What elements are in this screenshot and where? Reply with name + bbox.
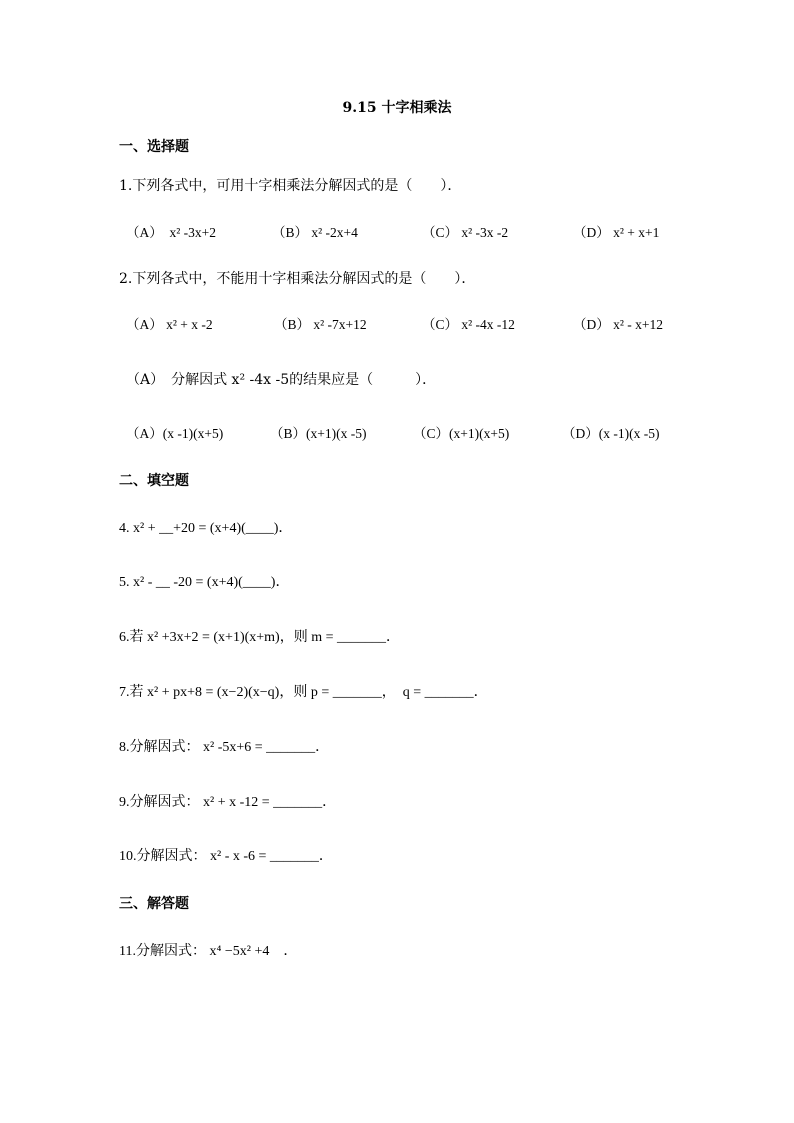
question-7: 7.若 x² + px+8 = (x−2)(x−q)，则 p = _______， q = _______． (119, 685, 488, 700)
question-11: 11.分解因式： x⁴ −5x² +4 ． (119, 944, 298, 959)
question-4: 4. x² + __+20 = (x+4)(____)． (119, 521, 293, 536)
question-2-options (126, 315, 734, 415)
question-8: 8.分解因式： x² -5x+6 = _______． (119, 740, 330, 755)
option-b: （B） x² -7x+12 (274, 317, 367, 332)
question-10: 10.分解因式： x² - x -6 = _______． (119, 849, 333, 864)
option-a: （A） x² -3x+2 (126, 225, 217, 240)
question-1: 1.下列各式中，可用十字相乘法分解因式的是（ ）． (119, 178, 462, 194)
option-b: （B） x² -2x+4 (272, 225, 358, 240)
option-d: （D）(x -1)(x -5) (562, 426, 660, 441)
section-heading-choice: 一、选择题 (119, 139, 189, 155)
question-9: 9.分解因式： x² + x -12 = _______． (119, 795, 337, 810)
option-c: （C） x² -4x -12 (422, 317, 515, 332)
option-c: （C） x² -3x -2 (422, 225, 509, 240)
option-d: （D） x² - x+12 (573, 317, 664, 332)
option-a: （A） x² + x -2 (126, 317, 213, 332)
option-a: （A）(x -1)(x+5) (126, 426, 224, 441)
option-d: （D） x² + x+1 (573, 225, 660, 240)
question-3: （A） 分解因式 x² -4x -5的结果应是（ ）． (126, 372, 437, 388)
section-heading-answer: 三、解答题 (119, 896, 189, 912)
question-6: 6.若 x² +3x+2 = (x+1)(x+m)，则 m = _______． (119, 630, 400, 645)
option-c: （C）(x+1)(x+5) (413, 426, 510, 441)
question-5: 5. x² - __ -20 = (x+4)(____)． (119, 575, 290, 590)
question-2: 2.下列各式中，不能用十字相乘法分解因式的是（ ）． (119, 271, 476, 287)
page-title: 9.15 十字相乘法 (342, 100, 452, 116)
option-b: （B）(x+1)(x -5) (270, 426, 367, 441)
section-heading-fill: 二、填空题 (119, 473, 189, 489)
